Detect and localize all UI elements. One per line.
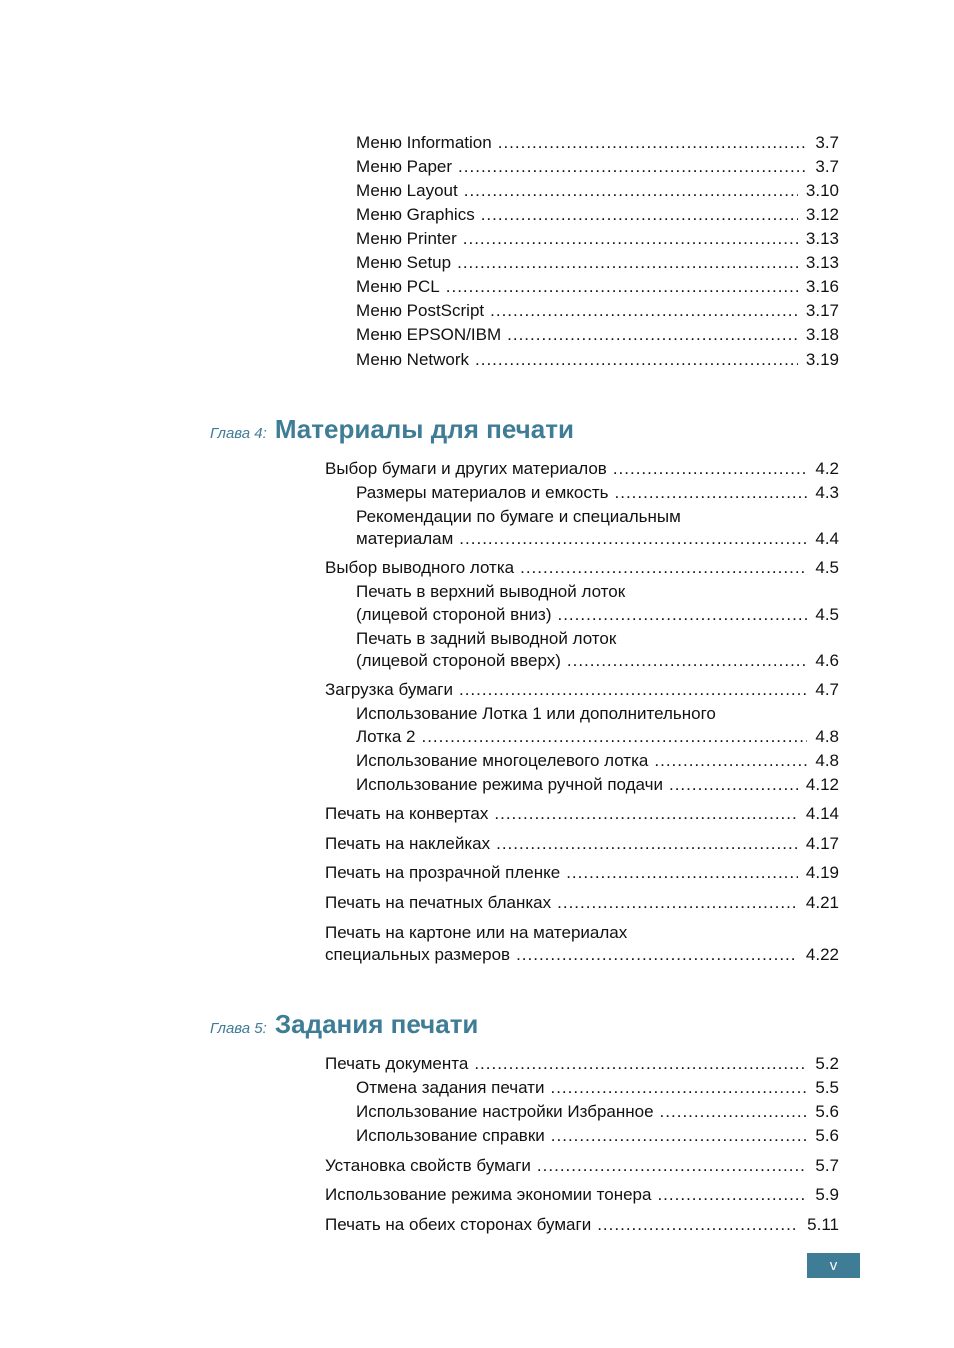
toc-entry: Выбор бумаги и других материалов ..... 4.2 <box>325 458 839 480</box>
toc-entry: Меню Setup ..... 3.13 <box>356 252 839 274</box>
toc-entry: Печать документа ..... 5.2 <box>325 1053 839 1075</box>
toc-entry-line1: Рекомендации по бумаге и специальным <box>356 507 681 526</box>
toc-entry: Использование справки ..... 5.6 <box>356 1125 839 1147</box>
toc-entry: Печать на печатных бланках ..... 4.21 <box>325 892 839 914</box>
toc-entry: специальных размеров ..... 4.22 <box>325 944 839 966</box>
toc-entry: Меню Information ..... 3.7 <box>356 132 839 154</box>
chapter-label: Глава 5: <box>210 1020 267 1037</box>
chapter-title: Материалы для печати <box>274 414 574 444</box>
toc-entry: (лицевой стороной вниз) ..... 4.5 <box>356 604 839 626</box>
chapter-4-heading <box>210 414 574 445</box>
toc-entry-line1: Печать в задний выводной лоток <box>356 629 617 648</box>
chapter-5-heading <box>210 1009 478 1040</box>
chapter-title: Задания печати <box>274 1009 479 1039</box>
toc-entry-line1: Использование Лотка 1 или дополнительного <box>356 704 716 723</box>
toc-entry: Размеры материалов и емкость ..... 4.3 <box>356 482 839 504</box>
toc-entry: Печать на обеих сторонах бумаги ..... 5.11 <box>325 1214 839 1236</box>
toc-entry: Отмена задания печати ..... 5.5 <box>356 1077 839 1099</box>
toc-entry: Меню EPSON/IBM ..... 3.18 <box>356 324 839 346</box>
toc-entry: Лотка 2 ..... 4.8 <box>356 726 839 748</box>
toc-entry: Меню Printer ..... 3.13 <box>356 228 839 250</box>
toc-entry: Использование режима ручной подачи ..... 4.12 <box>356 774 839 796</box>
toc-entry: (лицевой стороной вверх) ..... 4.6 <box>356 650 839 672</box>
toc-entry: Печать на прозрачной пленке ..... 4.19 <box>325 862 839 884</box>
toc-entry: Использование режима экономии тонера ..... 5.9 <box>325 1184 839 1206</box>
toc-entry-line1: Печать в верхний выводной лоток <box>356 582 626 601</box>
toc-entry-line1: Печать на картоне или на материалах <box>325 923 628 942</box>
toc-entry: Меню PostScript ..... 3.17 <box>356 300 839 322</box>
toc-entry: Меню PCL ..... 3.16 <box>356 276 839 298</box>
chapter-label: Глава 4: <box>210 425 267 442</box>
toc-entry: Меню Network ..... 3.19 <box>356 349 839 371</box>
toc-entry: материалам ..... 4.4 <box>356 528 839 550</box>
toc-entry: Загрузка бумаги ..... 4.7 <box>325 679 839 701</box>
toc-entry: Использование настройки Избранное ..... 5.6 <box>356 1101 839 1123</box>
toc-entry: Меню Layout ..... 3.10 <box>356 180 839 202</box>
toc-entry: Печать на конвертах ..... 4.14 <box>325 803 839 825</box>
toc-entry: Установка свойств бумаги ..... 5.7 <box>325 1155 839 1177</box>
toc-entry: Меню Graphics ..... 3.12 <box>356 204 839 226</box>
page-number-badge <box>807 1253 860 1278</box>
page-number: v <box>829 1257 838 1274</box>
toc-entry: Меню Paper ..... 3.7 <box>356 156 839 178</box>
toc-entry: Печать на наклейках ..... 4.17 <box>325 833 839 855</box>
toc-entry: Использование многоцелевого лотка ..... 4.8 <box>356 750 839 772</box>
toc-entry: Выбор выводного лотка ..... 4.5 <box>325 557 839 579</box>
